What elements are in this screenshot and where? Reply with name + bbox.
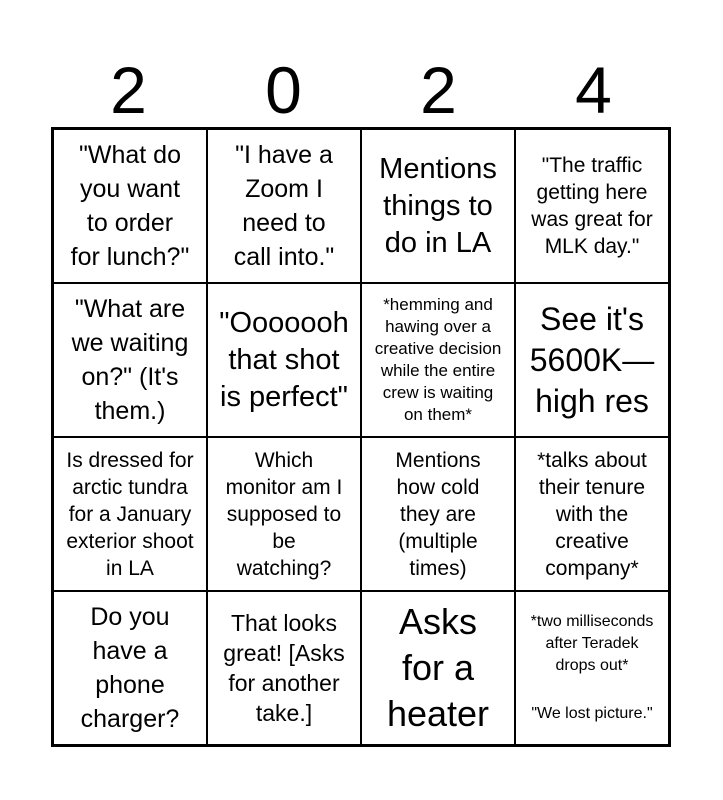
bingo-card [51,127,671,747]
header-digit: 4 [575,53,612,127]
square-text: See it's 5600K— high res [529,300,655,419]
bingo-square[interactable] [515,437,669,591]
square-text: "What are we waiting on?" (It's them.) [71,295,189,425]
bingo-square[interactable] [53,283,207,437]
square-text: Is dressed for arctic tundra for a January exterior shoot in LA [66,448,194,580]
square-text: "I have a Zoom I need to call into." [233,141,335,271]
bingo-header [51,52,671,128]
bingo-square[interactable] [361,591,515,745]
bingo-square[interactable] [515,129,669,283]
square-text: Mentions things to do in LA [379,152,497,259]
bingo-square[interactable] [207,591,361,745]
square-text: Do you have a phone charger? [80,603,180,733]
header-digit: 2 [110,53,147,127]
bingo-square[interactable] [361,129,515,283]
bingo-square[interactable] [515,591,669,745]
bingo-square[interactable] [361,437,515,591]
bingo-square[interactable] [515,283,669,437]
square-text: "Ooooooh that shot is perfect" [219,306,349,413]
bingo-square[interactable] [207,129,361,283]
square-text: *hemming and hawing over a creative decision while the entire crew is waiting on them* [374,295,502,424]
square-text: *two milliseconds after Teradek drops out* [530,613,654,674]
bingo-square[interactable] [361,283,515,437]
header-digit: 2 [420,53,457,127]
square-text: "What do you want to order for lunch?" [70,141,190,271]
square-text: Which monitor am I supposed to be watching? [225,448,343,580]
bingo-square[interactable] [207,437,361,591]
bingo-square[interactable] [207,283,361,437]
bingo-square[interactable] [53,437,207,591]
square-text: Asks for a heater [386,601,490,734]
square-text: "We lost picture." [531,705,653,722]
square-text: Mentions how cold they are (multiple times) [395,448,481,580]
square-text: That looks great! [Asks for another take.] [223,610,345,726]
bingo-square[interactable] [53,591,207,745]
square-text: *talks about their tenure with the creative company* [537,448,647,580]
bingo-square[interactable] [53,129,207,283]
header-digit: 0 [265,53,302,127]
square-text: "The traffic getting here was great for MLK day." [531,154,653,258]
